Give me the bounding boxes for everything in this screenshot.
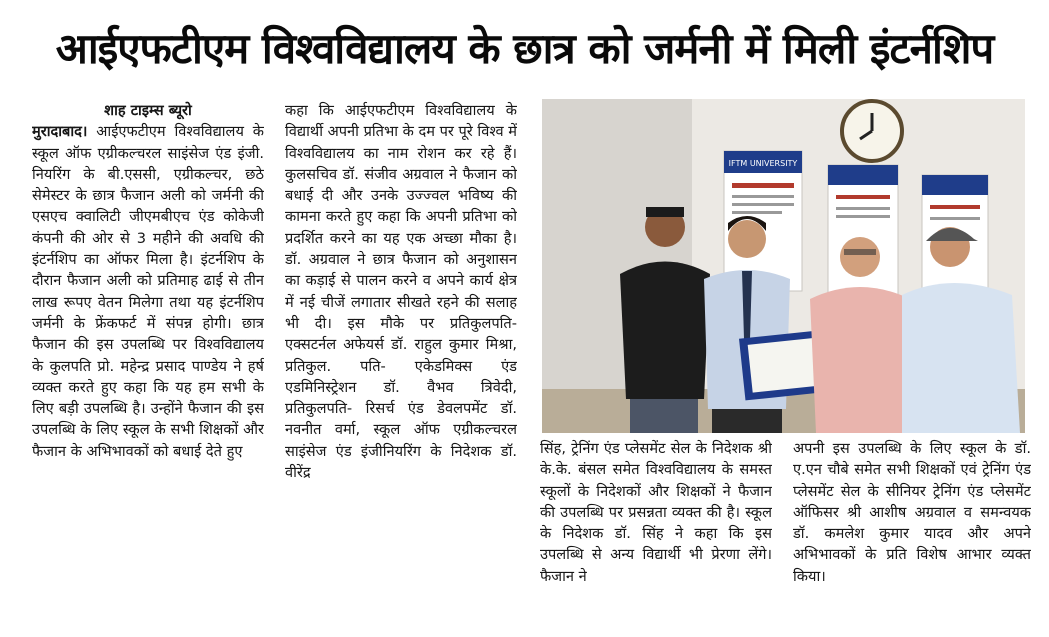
article-text-2: कहा कि आईएफटीएम विश्वविद्यालय के विद्यार्थी अपनी प्रतिभा के दम पर पूरे विश्व में विश्वविद्यालय का नाम रोशन कर रहे हैं। कुलसचिव डॉ. संजीव अग्रवाल ने फैजान को बधाई दी और उनके उज्ज्वल भविष्य की कामना करते हुए कहा कि अपनी प्रतिभा को प्रदर्शित करने का यह एक अच्छा मौका है। डॉ. अग्रवाल ने छात्र फैजान को अनुशासन का कड़ाई से पालन करने व अपने कार्य क्षेत्र में नई चीजें लगातार सीखते रहने की सलाह भी दी। इस मौके पर प्रतिकुलपति- एक्सटर्नल अफेयर्स डॉ. राहुल कुमार मिश्रा, प्रतिकुल. पति- एकेडमिक्स एंड एडमिनिस्ट्रेशन डॉ. वैभव त्रिवेदी, प्रतिकुलपति- रिसर्च एंड डेवलपमेंट डॉ. नवनीत वर्मा, स्कूल ऑफ एग्रीकल्चरल साइंसेज एंड इंजीनियरिंग के निदेशक डॉ. वीरेंद्र [285, 102, 517, 482]
article-text-1 [32, 121, 264, 462]
column1-body: आईएफटीएम विश्वविद्यालय के स्कूल ऑफ एग्रीकल्चरल साइंसेज एंड इंजी. नियरिंग के बी.एससी, एग्रीकल्चर, छठे सेमेस्टर के छात्र फैजान अली को जर्मनी की एसएच क्वालिटी जीएमबीएच एंड कोकेजी कंपनी की ओर से 3 महीने की अवधि की इंटर्नशिप का ऑफर मिला है। इंटर्नशिप के दौरान फैजान अली को प्रतिमाह ढाई से तीन लाख रूपए वेतन मिलेगा तथा यह इंटर्नशिप जर्मनी के फ्रेंकफर्ट में संपन्न होगी। छात्र फैजान की इस उपलब्धि पर विश्वविद्यालय के कुलपति प्रो. महेन्द्र प्रसाद पाण्डेय ने हर्ष व्यक्त करते हुए कहा कि यह हम सभी के लिए बड़ी उपलब्धि है। उन्होंने फैजान की इस उपलब्धि के लिए स्कूल के सभी शिक्षकों और फैजान के अभिभावकों को बधाई देते हुए [32, 123, 264, 460]
article-column-4 [793, 438, 1031, 635]
article-column-2 [285, 100, 517, 635]
article-text-4: अपनी इस उपलब्धि के लिए स्कूल के डॉ. ए.एन चौबे समेत सभी शिक्षकों एवं ट्रेनिंग एंड प्लेसमेंट सेल के सीनियर ट्रेनिंग एंड प्लेसमेंट ऑफिसर श्री आशीष अग्रवाल व समन्वयक डॉ. कमलेश कुमार यादव और अपने अभिभावकों के प्रति विशेष आभार व्यक्त किया। [793, 440, 1031, 585]
news-photo [542, 99, 1025, 433]
byline: शाह टाइम्स ब्यूरो [104, 102, 192, 119]
photo-illustration [542, 99, 1025, 433]
article-text-3: सिंह, ट्रेनिंग एंड प्लेसमेंट सेल के निदेशक श्री के.के. बंसल समेत विश्वविद्यालय के समस्त स्कूलों के निदेशकों और शिक्षकों ने फैजान की उपलब्धि पर प्रसन्नता व्यक्त की है। स्कूल के निदेशक डॉ. सिंह ने कहा कि इस उपलब्धि से अन्य विद्यार्थी भी प्रेरणा लेंगे। फैजान ने [540, 440, 772, 585]
headline: आईएफटीएम विश्वविद्यालय के छात्र को जर्मनी में मिली इंटर्नशिप [55, 24, 994, 73]
dateline: मुरादाबाद। [32, 123, 88, 141]
article-column-1 [32, 100, 264, 635]
banner-text: IFTM UNIVERSITY [728, 159, 798, 168]
article-column-3 [540, 438, 772, 635]
